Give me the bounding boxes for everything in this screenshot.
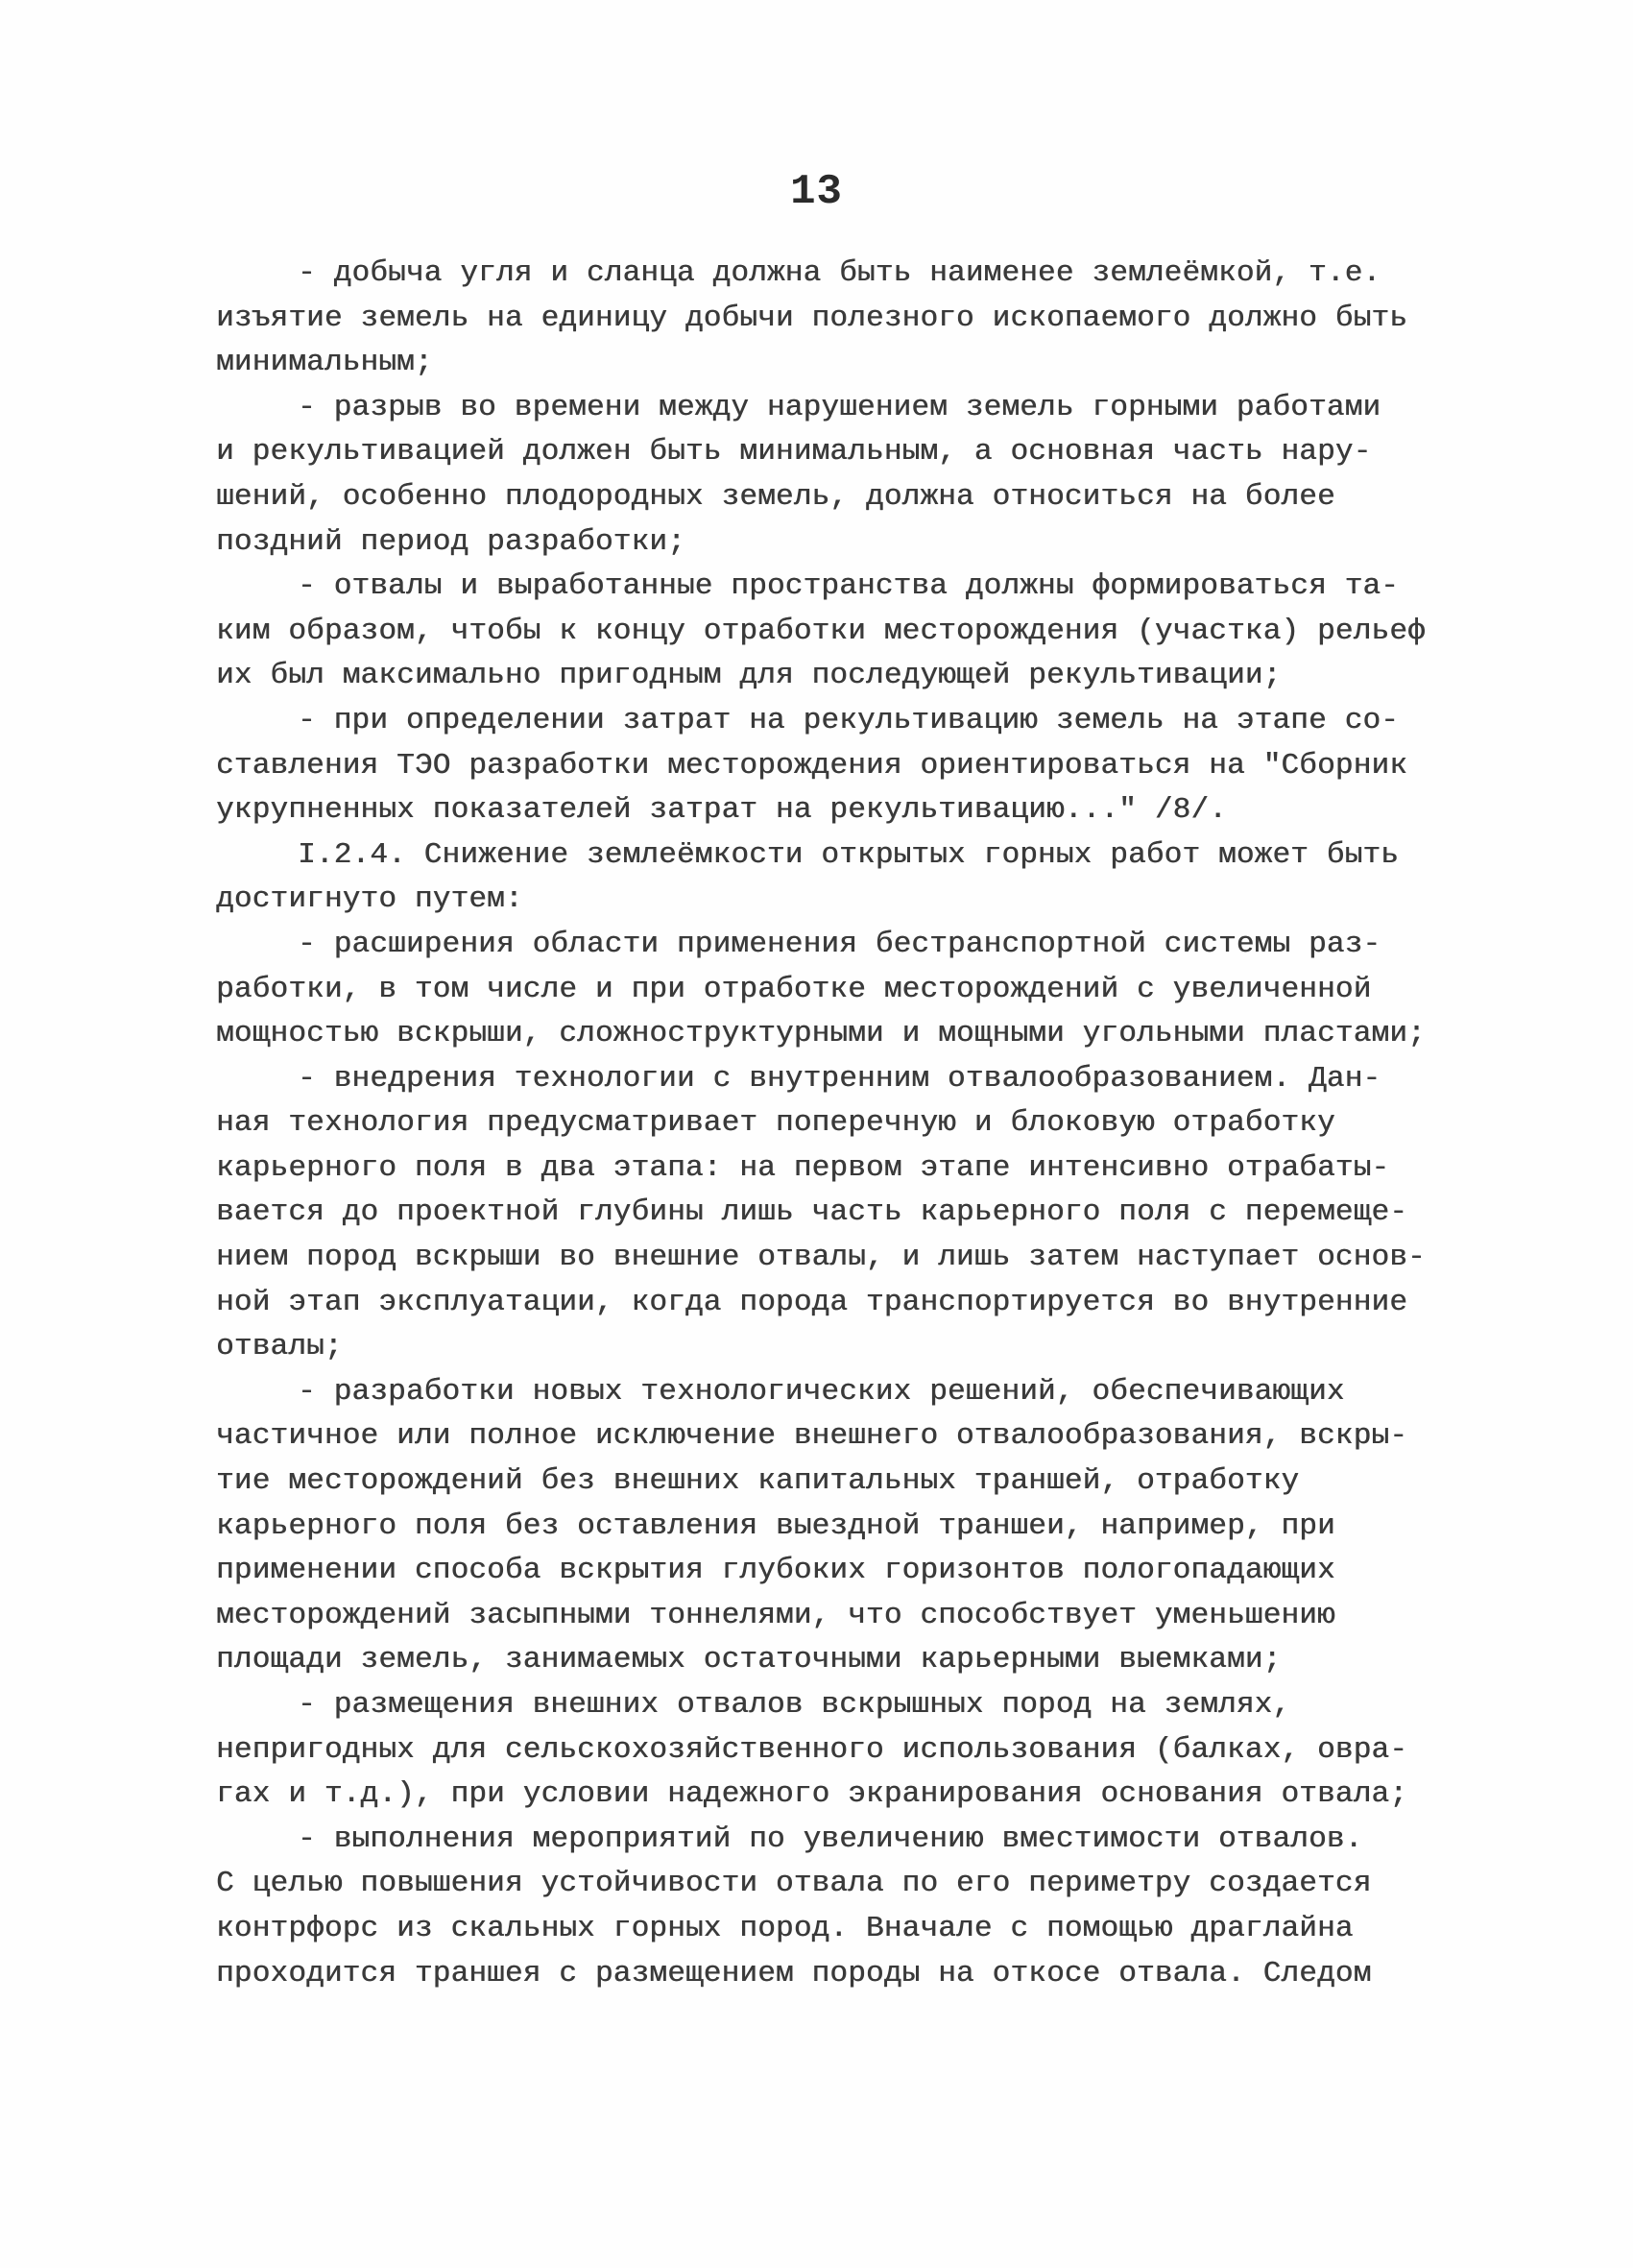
text-line: С целью повышения устойчивости отвала по его периметру создается [216,1867,1372,1901]
text-line: частичное или полное исключение внешнего отвалообразования, вскры- [216,1419,1407,1454]
text-line: ставления ТЭО разработки месторождения ориентироваться на "Сборник [216,748,1407,783]
text-line: - внедрения технологии с внутренним отвалообразованием. Дан- [298,1061,1381,1096]
text-line: мощностью вскрыши, сложноструктурными и мощными угольными пластами; [216,1017,1426,1051]
text-line: их был максимально пригодным для последующей рекультивации; [216,659,1282,693]
text-line: отвалы; [216,1330,343,1364]
text-line: - размещения внешних отвалов вскрышных пород на землях, [298,1688,1291,1722]
text-line: вается до проектной глубины лишь часть карьерного поля с перемеще- [216,1195,1407,1230]
text-line: работки, в том числе и при отработке месторождений с увеличенной [216,972,1372,1006]
text-line: укрупненных показателей затрат на рекультивацию..." /8/. [216,793,1227,828]
text-line: - при определении затрат на рекультивацию земель на этапе со- [298,703,1399,737]
text-line: - разрыв во времени между нарушением земель горными работами [298,390,1381,424]
text-line: непригодных для сельскохозяйственного использования (балках, овра- [216,1732,1407,1767]
text-line: тие месторождений без внешних капитальных траншей, отработку [216,1464,1300,1499]
text-line: поздний период разработки; [216,524,685,559]
text-line: минимальным; [216,346,433,380]
text-line: контрфорс из скальных горных пород. Вначале с помощью драглайна [216,1911,1354,1945]
text-line: I.2.4. Снижение землеёмкости открытых горных работ может быть [298,837,1399,872]
text-line: и рекультивацией должен быть минимальным, а основная часть нару- [216,435,1372,470]
text-line: ким образом, чтобы к концу отработки месторождения (участка) рельеф [216,614,1426,648]
page-number: 13 [790,168,843,216]
body-text [216,252,1445,1996]
text-line: - расширения области применения бестранспортной системы раз- [298,927,1381,961]
text-line: - выполнения мероприятий по увеличению вместимости отвалов. [298,1822,1363,1856]
text-line: карьерного поля в два этапа: на первом этапе интенсивно отрабаты- [216,1150,1390,1185]
text-line: - добыча угля и сланца должна быть наименее землеёмкой, т.е. [298,256,1381,290]
text-line: гах и т.д.), при условии надежного экранирования основания отвала; [216,1777,1407,1812]
text-line: площади земель, занимаемых остаточными карьерными выемками; [216,1643,1282,1677]
text-line: ная технология предусматривает поперечную и блоковую отработку [216,1106,1335,1141]
text-line: применении способа вскрытия глубоких горизонтов пологопадающих [216,1554,1335,1588]
text-line: карьерного поля без оставления выездной траншеи, например, при [216,1508,1335,1543]
text-line: - отвалы и выработанные пространства должны формироваться та- [298,569,1399,604]
text-line: достигнуто путем: [216,882,523,917]
text-line: месторождений засыпными тоннелями, что способствует уменьшению [216,1598,1335,1632]
text-line: шений, особенно плодородных земель, должна относиться на более [216,479,1335,514]
text-line: ной этап эксплуатации, когда порода транспортируется во внутренние [216,1285,1407,1319]
text-line: - разработки новых технологических решений, обеспечивающих [298,1374,1345,1409]
text-line: нием пород вскрыши во внешние отвалы, и лишь затем наступает основ- [216,1241,1426,1275]
text-line: проходится траншея с размещением породы на откосе отвала. Следом [216,1956,1372,1991]
text-line: изъятие земель на единицу добычи полезного ископаемого должно быть [216,301,1407,335]
